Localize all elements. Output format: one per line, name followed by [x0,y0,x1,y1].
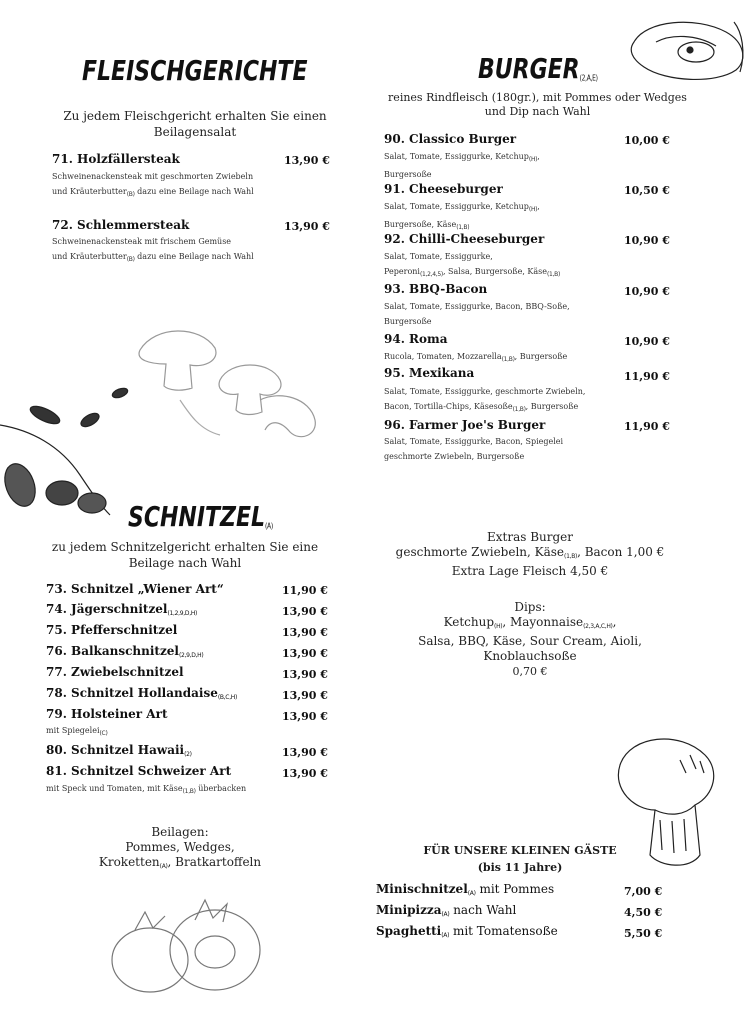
allergen-code: (1,B) [547,271,561,278]
allergen-code: (2,9,D,H) [178,652,204,659]
description-text: , Burgersoße [525,402,579,411]
menu-item-price: 13,90 € [282,605,328,618]
description-line: Salat, Tomate, Essiggurke, Bacon, Spiegelei [384,437,564,446]
allergen-code: (1,B) [501,356,515,363]
burger-intro [385,91,690,119]
menu-item-price: 4,50 € [624,906,663,919]
extras-burger-section [380,530,680,579]
item-name-text: mit Tomatensoße [449,924,558,938]
description-line: Salat, Tomate, Essiggurke, geschmorte Zwiebeln, [384,387,586,396]
dips-text: , Mayonnaise [502,615,584,629]
description-line: geschmorte Zwiebeln, Burgersoße [384,452,525,461]
menu-item-description [384,349,567,367]
menu-item-description [52,169,254,202]
menu-item-price: 5,50 € [624,927,663,940]
description-text: dazu eine Beilage nach Wahl [134,187,254,196]
menu-item-name: 71. Holzfällersteak [52,152,180,166]
schnitzel-intro [30,539,340,571]
menu-item-price: 13,90 € [284,154,330,167]
description-text: , [537,202,540,211]
menu-item-description [46,781,246,799]
extras-line: Extra Lage Fleisch 4,50 € [451,564,609,578]
beilagen-text: , Bratkartoffeln [167,855,262,869]
item-name-text: 74. Jägerschnitzel [46,602,168,616]
allergen-code: (H) [494,623,503,630]
extras-title: Extras Burger [486,530,573,544]
description-text: Burgersoße, Käse [384,220,457,229]
description-line [52,249,254,267]
menu-item-name: 91. Cheeseburger [384,182,503,196]
description-text: Salat, Tomate, Essiggurke, Ketchup [384,152,529,161]
beilagen-section [60,825,300,874]
allergen-code: (A) [467,890,476,897]
kids-section-heading [400,842,640,876]
description-line [384,399,585,417]
menu-item-name: 75. Pfefferschnitzel [46,623,178,637]
menu-item-description [384,299,570,329]
allergen-code: (1,2,4,5) [419,271,443,278]
menu-item-price: 10,90 € [624,335,670,348]
menu-item-price: 10,50 € [624,184,670,197]
schnitzel-title: SCHNITZEL [128,502,266,534]
allergen-code: (1,B) [512,406,526,413]
menu-item-price: 13,90 € [282,746,328,759]
menu-item-name [376,882,554,897]
description-text: Bacon, Tortilla-Chips, Käsesoße [384,402,513,411]
allergen-code: (B,C,H) [217,694,238,701]
description-text: und Kräuterbutter [52,252,127,261]
allergen-code: (A) [441,932,450,939]
intro-line: Beilage nach Wahl [128,556,242,570]
menu-item-name: 93. BBQ-Bacon [384,282,488,296]
beilagen-line [60,855,300,874]
menu-item-name: 95. Mexikana [384,366,475,380]
burger-title: BURGER [478,54,580,86]
menu-item-name [46,644,203,659]
description-line: Salat, Tomate, Essiggurke, [384,252,493,261]
description-text: überbacken [195,784,247,793]
menu-item-name: 77. Zwiebelschnitzel [46,665,184,679]
menu-item-description [384,434,563,464]
dips-line: Salsa, BBQ, Käse, Sour Cream, Aioli, [418,634,642,648]
dips-text: Ketchup [443,615,495,629]
menu-item-name [46,602,197,617]
allergen-code: (1,2,9,D,H) [167,610,198,617]
dips-text: , [612,615,617,629]
menu-item-price: 11,90 € [282,584,328,597]
description-text: Salat, Tomate, Essiggurke, Ketchup [384,202,529,211]
dips-title: Dips: [514,600,546,614]
description-line [384,199,540,217]
menu-item-price: 10,90 € [624,285,670,298]
fleischgerichte-heading: FLEISCHGERICHTE [82,56,308,88]
menu-item-name: 81. Schnitzel Schweizer Art [46,764,232,778]
description-line: Burgersoße [384,317,432,326]
allergen-code: (B) [126,256,135,263]
menu-item-name [376,903,516,918]
description-line: Burgersoße [384,170,432,179]
menu-item-price: 13,90 € [284,220,330,233]
menu-item-price: 13,90 € [282,647,328,660]
allergen-code: (2) [184,751,192,758]
description-text: mit Spiegelei [46,726,100,735]
menu-item-price: 10,00 € [624,134,670,147]
description-text: Peperoni [384,267,420,276]
beilagen-text: Kroketten [98,855,160,869]
description-text: , [537,152,540,161]
description-line [384,149,540,167]
intro-line: Zu jedem Fleischgericht erhalten Sie einen [63,109,327,123]
menu-item-price: 7,00 € [624,885,663,898]
menu-item-description [384,199,540,235]
menu-item-price: 13,90 € [282,668,328,681]
menu-item-description [52,234,254,267]
dips-line: Knoblauchsoße [483,649,577,663]
item-name-text: 80. Schnitzel Hawaii [46,743,185,757]
allergen-code: (B) [126,191,135,198]
menu-item-price: 13,90 € [282,689,328,702]
item-name-text: Minischnitzel [376,882,468,896]
item-name-text: mit Pommes [475,882,555,896]
menu-item-price: 13,90 € [282,626,328,639]
extras-text: , Bacon 1,00 € [577,545,665,559]
olive-branch-sketch-icon [0,385,135,535]
intro-line: und Dip nach Wahl [484,105,591,118]
description-text: , Salsa, Burgersoße, Käse [442,267,548,276]
description-text: Rucola, Tomaten, Mozzarella [384,352,502,361]
allergen-code: (A) [159,863,168,870]
allergen-code: (C) [99,730,108,737]
allergen-code: (2,A,E) [579,74,598,83]
menu-item-name: 94. Roma [384,332,448,346]
burger-heading [478,54,598,85]
menu-item-price: 13,90 € [282,767,328,780]
description-text: , Burgersoße [514,352,568,361]
menu-item-description [384,149,540,182]
item-name-text: 76. Balkanschnitzel [46,644,179,658]
menu-item-name: 90. Classico Burger [384,132,517,146]
dips-line [380,615,680,634]
item-name-text: nach Wahl [449,903,517,917]
allergen-code: (1,B) [456,224,470,231]
schnitzel-heading [128,502,273,533]
kids-subtitle: (bis 11 Jahre) [477,861,563,874]
beilagen-title: Beilagen: [151,825,209,839]
menu-item-name: 96. Farmer Joe's Burger [384,418,546,432]
tomato-sketch-icon [95,890,275,1010]
mushroom-slices-sketch-icon [120,320,330,450]
menu-item-description [384,249,560,282]
allergen-code: (1,B) [564,553,578,560]
intro-line: zu jedem Schnitzelgericht erhalten Sie eine [51,540,319,554]
intro-line: Beilagensalat [153,125,237,139]
menu-item-price: 11,90 € [624,370,670,383]
menu-item-name [46,686,237,701]
description-line [52,184,254,202]
menu-item-name [46,743,192,758]
dips-price: 0,70 € [512,665,548,678]
menu-item-price: 11,90 € [624,420,670,433]
dips-section [380,600,680,679]
description-line [384,349,567,367]
extras-line [380,545,680,564]
menu-item-name [376,924,558,939]
menu-item-name: 73. Schnitzel „Wiener Art“ [46,582,224,596]
extras-text: geschmorte Zwiebeln, Käse [395,545,565,559]
description-line [384,264,560,282]
allergen-code: (H) [528,206,538,213]
allergen-code: (A) [441,911,450,918]
fleischgerichte-intro [30,108,360,140]
allergen-code: (H) [528,156,538,163]
menu-item-description [46,723,108,741]
kids-title: FÜR UNSERE KLEINEN GÄSTE [423,844,617,857]
item-name-text: 78. Schnitzel Hollandaise [46,686,218,700]
menu-item-price: 10,90 € [624,234,670,247]
description-line: Schweinenackensteak mit frischem Gemüse [52,237,232,246]
menu-item-description [384,384,585,417]
menu-item-name: 92. Chilli-Cheeseburger [384,232,545,246]
description-text: dazu eine Beilage nach Wahl [134,252,254,261]
beilagen-line: Pommes, Wedges, [125,840,235,854]
item-name-text: Spaghetti [376,924,442,938]
item-name-text: Minipizza [376,903,442,917]
allergen-code: (A) [265,522,273,531]
allergen-code: (1,B) [182,788,196,795]
menu-item-price: 13,90 € [282,710,328,723]
allergen-code: (2,3,A,C,H) [583,623,613,630]
description-text: mit Speck und Tomaten, mit Käse [46,784,183,793]
intro-line: reines Rindfleisch (180gr.), mit Pommes oder Wedges [388,91,687,104]
mushroom-sketch-icon [626,12,750,92]
description-text: und Kräuterbutter [52,187,127,196]
menu-item-name: 79. Holsteiner Art [46,707,168,721]
menu-item-name: 72. Schlemmersteak [52,218,190,232]
description-line: Schweinenackensteak mit geschmorten Zwiebeln [52,172,254,181]
description-line: Salat, Tomate, Essiggurke, Bacon, BBQ-Soße, [384,302,570,311]
